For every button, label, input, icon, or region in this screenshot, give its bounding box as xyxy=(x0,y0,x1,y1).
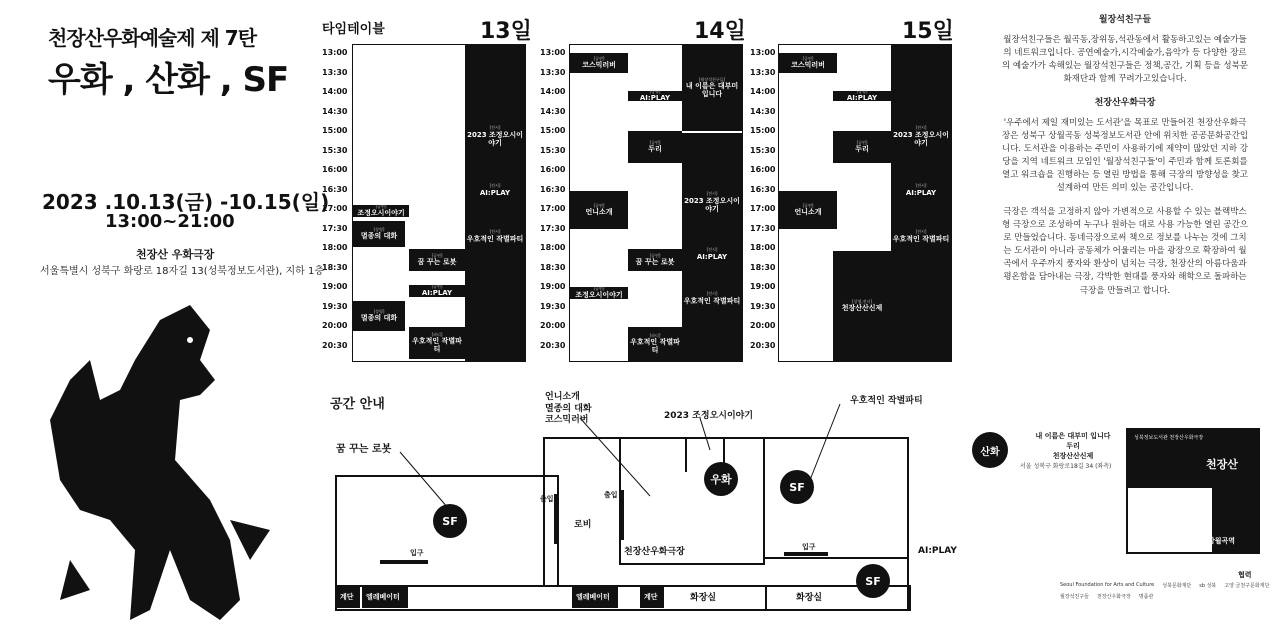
mini-map-title: 천장산 xyxy=(1206,458,1238,471)
restroom-label: 화장실 xyxy=(796,593,823,603)
day14-grid xyxy=(569,44,743,362)
time-label: 18:00 xyxy=(750,243,776,252)
restroom-label: 화장실 xyxy=(690,593,717,603)
time-label: 15:30 xyxy=(322,146,348,155)
door-label: 출입 xyxy=(604,491,618,499)
time-label: 18:30 xyxy=(322,263,348,272)
exhibit-column[interactable]: [전시] 2023 조정오시이야기 [전시] AI:PLAY [전시] 우호적인 작별파티 xyxy=(891,45,951,361)
time-label: 20:30 xyxy=(322,341,348,350)
sf-badge: SF xyxy=(856,564,890,598)
time-label: 16:30 xyxy=(540,185,566,194)
time-label: 16:30 xyxy=(322,185,348,194)
mini-map-streets xyxy=(1128,488,1212,552)
info-heading: 천장산우화극장 xyxy=(1094,97,1156,108)
time-label: 13:30 xyxy=(540,68,566,77)
partner-logo: Seoul Foundation for Arts and Culture xyxy=(1060,582,1155,588)
info-heading: 월장석친구들 xyxy=(1098,15,1152,25)
sanhwa-line: 두리 xyxy=(1066,441,1080,450)
time-label: 19:00 xyxy=(750,282,776,291)
time-label: 19:00 xyxy=(322,282,348,291)
stairs-label: 계단 xyxy=(340,593,354,601)
time-label: 13:00 xyxy=(322,48,348,57)
time-label: 17:00 xyxy=(540,204,566,213)
event-block[interactable]: [공연] 꿈 꾸는 로봇 xyxy=(628,249,682,271)
time-label: 14:00 xyxy=(322,87,348,96)
venue-name: 천장산 우화극장 xyxy=(136,248,215,261)
theater-label: 천장산우화극장 xyxy=(624,547,685,557)
time-label: 18:30 xyxy=(540,263,566,272)
time-label: 13:00 xyxy=(540,48,566,57)
time-label: 15:00 xyxy=(322,126,348,135)
exhibit-column[interactable]: [전시] 2023 조정오시이야기 [전시] AI:PLAY [전시] 우호적인 작별파티 xyxy=(682,133,742,361)
time-label: 18:00 xyxy=(540,243,566,252)
time-label: 15:00 xyxy=(750,126,776,135)
time-label: 16:00 xyxy=(540,165,566,174)
station-label: 상월곡역 xyxy=(1208,537,1236,545)
logo-text: 우화 , 산화 , SF xyxy=(48,60,289,100)
partner-logo: 천장산우화극장 xyxy=(1096,594,1131,600)
sanhwa-programs xyxy=(1018,432,1128,461)
exhibit-column[interactable]: [전시] 2023 조정오시이야기 [전시] AI:PLAY [전시] 우호적인 작별파티 xyxy=(465,45,525,361)
day13-header: 13일 xyxy=(480,19,532,44)
time-label: 20:30 xyxy=(750,341,776,350)
event-block[interactable]: [공연] 코스믹러버 xyxy=(779,53,837,73)
partners-heading: 협력 xyxy=(1238,571,1252,579)
festival-dates: 2023 .10.13(금) -10.15(일) xyxy=(42,190,330,214)
time-label: 14:00 xyxy=(750,87,776,96)
time-label: 16:00 xyxy=(322,165,348,174)
mini-map-sub: 성북정보도서관 천장산우화극장 xyxy=(1134,435,1204,441)
sanhwa-line: 내 이름은 대부미 입니다 xyxy=(1035,432,1111,440)
event-block[interactable]: [상영] 멸종의 대화 xyxy=(353,221,405,247)
festival-hours: 13:00~21:00 xyxy=(105,211,235,232)
time-label: 17:00 xyxy=(322,204,348,213)
sf-badge: SF xyxy=(433,504,467,538)
info-paragraph: 월장석친구들은 월곡동,장위동,석관동에서 활동하고있는 예술가들의 네트워크입니다. 공연예술가,시각예술가,음악가 등 다양한 장르의 예술가가 속해있는 월장석친구들은 정책,공간, 기획 등을 성북문화재단과 함께 꾸려가고있습니다. xyxy=(1001,34,1249,85)
day15-grid xyxy=(778,44,952,362)
lobby-label: 로비 xyxy=(574,520,592,530)
event-block[interactable]: [공연] 두리 xyxy=(833,131,891,163)
callout-aiplay: AI:PLAY xyxy=(918,546,957,556)
day15-header: 15일 xyxy=(902,19,954,44)
time-label: 19:30 xyxy=(322,302,348,311)
day14-header: 14일 xyxy=(694,19,746,44)
partner-logo: 월장석친구들 xyxy=(1060,594,1089,600)
time-label: 17:30 xyxy=(750,224,776,233)
time-label: 16:00 xyxy=(750,165,776,174)
event-block[interactable]: [월장석친구들] 내 이름은 대부미 입니다 xyxy=(682,45,742,131)
time-label: 15:30 xyxy=(540,146,566,155)
callout-robot: 꿈 꾸는 로봇 xyxy=(336,444,392,455)
callout-story: 2023 조정오시이야기 xyxy=(664,411,754,421)
sanhwa-line: 천장산산신제 xyxy=(1052,451,1094,460)
event-block[interactable]: [상영,전시] 천장산산신제 xyxy=(833,251,891,361)
time-label: 20:00 xyxy=(322,321,348,330)
partner-logo: sb 성북 xyxy=(1199,583,1217,589)
partner-logos xyxy=(1060,582,1272,600)
info-panel xyxy=(1000,10,1250,308)
time-label: 18:30 xyxy=(750,263,776,272)
event-block[interactable]: [공연] 꿈 꾸는 로봇 xyxy=(409,249,465,271)
time-label: 20:30 xyxy=(540,341,566,350)
time-label: 19:00 xyxy=(540,282,566,291)
event-block[interactable]: [상영] AI:PLAY xyxy=(833,91,891,101)
partner-logo: 명품관 xyxy=(1138,594,1154,600)
sanhwa-badge: 산화 xyxy=(972,432,1008,468)
time-label: 17:30 xyxy=(322,224,348,233)
entrance-label: 입구 xyxy=(802,543,816,551)
sanhwa-address: 서울 성북구 화랑로18길 34 (좌측) xyxy=(1020,463,1112,470)
event-block[interactable]: [파티] 우호적인 작별파티 xyxy=(628,327,682,361)
time-label: 14:30 xyxy=(540,107,566,116)
info-paragraph: 극장은 객석을 고정하지 않아 가변적으로 사용할 수 있는 블랙박스형 극장으로 조성하여 누구나 원하는 대로 사용 가능한 열린 공간으로 만들었습니다. 동네극장으로써 책으로 정보를 나누는 것에 그치는 도서관이 아니라 공동체가 어울리는 마을 광장으로 확장하여 월곡에서 우주까지 풍자와 환상이 넘치는 극장, 천장산의 아름다움과 평온함을 담아내는 극장, 각박한 현대를 풍자와 해학으로 돌파하는 극장을 만들려고 합니다. xyxy=(1001,206,1249,296)
wolf-illustration xyxy=(40,300,280,625)
sf-badge: SF xyxy=(780,470,814,504)
time-label: 18:00 xyxy=(322,243,348,252)
time-label: 15:30 xyxy=(750,146,776,155)
partner-logo: 성북문화재단 xyxy=(1162,583,1192,589)
event-block[interactable]: [공연] 두리 xyxy=(628,131,682,163)
callout-group: 언니소개 멸종의 대화 코스믹러버 xyxy=(545,392,592,426)
timetable-title: 타임테이블 xyxy=(322,22,385,37)
event-block[interactable]: [공연] 코스믹러버 xyxy=(570,53,628,73)
time-label: 19:30 xyxy=(750,302,776,311)
time-label: 20:00 xyxy=(540,321,566,330)
time-label: 14:30 xyxy=(750,107,776,116)
time-label: 15:00 xyxy=(540,126,566,135)
time-label: 13:30 xyxy=(750,68,776,77)
time-label: 19:30 xyxy=(540,302,566,311)
wh-badge: 우화 xyxy=(704,462,738,496)
partner-logo: 고양 금천구문화재단 xyxy=(1224,583,1270,589)
event-block[interactable]: [상영] AI:PLAY xyxy=(628,91,682,101)
venue-address: 서울특별시 성북구 화랑로 18자길 13(성북정보도서관), 지하 1층 xyxy=(40,266,325,277)
info-paragraph: '우주에서 제일 재미있는 도서관'을 목표로 만들어진 천장산우화극장은 성북구 상월곡동 성북정보도서관 안에 위치한 공공문화공간입니다. 도서관을 이용하는 주민이 사용하기에 제약이 많았던 지하 강당을 지역 네트워크 모임인 '월장석친구들'이 주민과 함께 토론회를 열고 워크숍을 진행하는 등 열린 방법을 통해 극장의 방향성을 찾고 설계하여 만든 의미 있는 공간입니다. xyxy=(1001,117,1249,194)
event-block[interactable]: [상영] 멸종의 대화 xyxy=(353,301,405,331)
event-block[interactable]: [공연] AI:PLAY xyxy=(409,285,465,297)
time-label: 16:30 xyxy=(750,185,776,194)
stairs-label: 계단 xyxy=(644,593,658,601)
event-block[interactable]: [파티] 우호적인 작별파티 xyxy=(409,327,465,359)
elevator-label: 엘레베이터 xyxy=(576,593,610,601)
time-label: 17:00 xyxy=(750,204,776,213)
event-block[interactable]: [공연] 조정오시이야기 xyxy=(570,287,628,299)
elevator-label: 엘레베이터 xyxy=(366,593,400,601)
time-label: 14:30 xyxy=(322,107,348,116)
mini-map[interactable] xyxy=(1126,428,1260,554)
time-label: 13:30 xyxy=(322,68,348,77)
event-block[interactable]: [공연] 언니소개 xyxy=(779,191,837,229)
festival-title: 천장산우화예술제 제 7탄 xyxy=(48,26,257,50)
time-label: 13:00 xyxy=(750,48,776,57)
door-label: 출입 xyxy=(540,495,554,503)
event-block[interactable]: [공연] 조정오시이야기 xyxy=(353,205,409,217)
day13-grid xyxy=(352,44,526,362)
time-label: 17:30 xyxy=(540,224,566,233)
time-label: 14:00 xyxy=(540,87,566,96)
callout-party: 우호적인 작별파티 xyxy=(850,396,923,406)
event-block[interactable]: [공연] 언니소개 xyxy=(570,191,628,229)
time-label: 20:00 xyxy=(750,321,776,330)
map-title: 공간 안내 xyxy=(330,397,385,412)
festival-logo xyxy=(48,52,288,101)
entrance-label: 입구 xyxy=(410,549,424,557)
